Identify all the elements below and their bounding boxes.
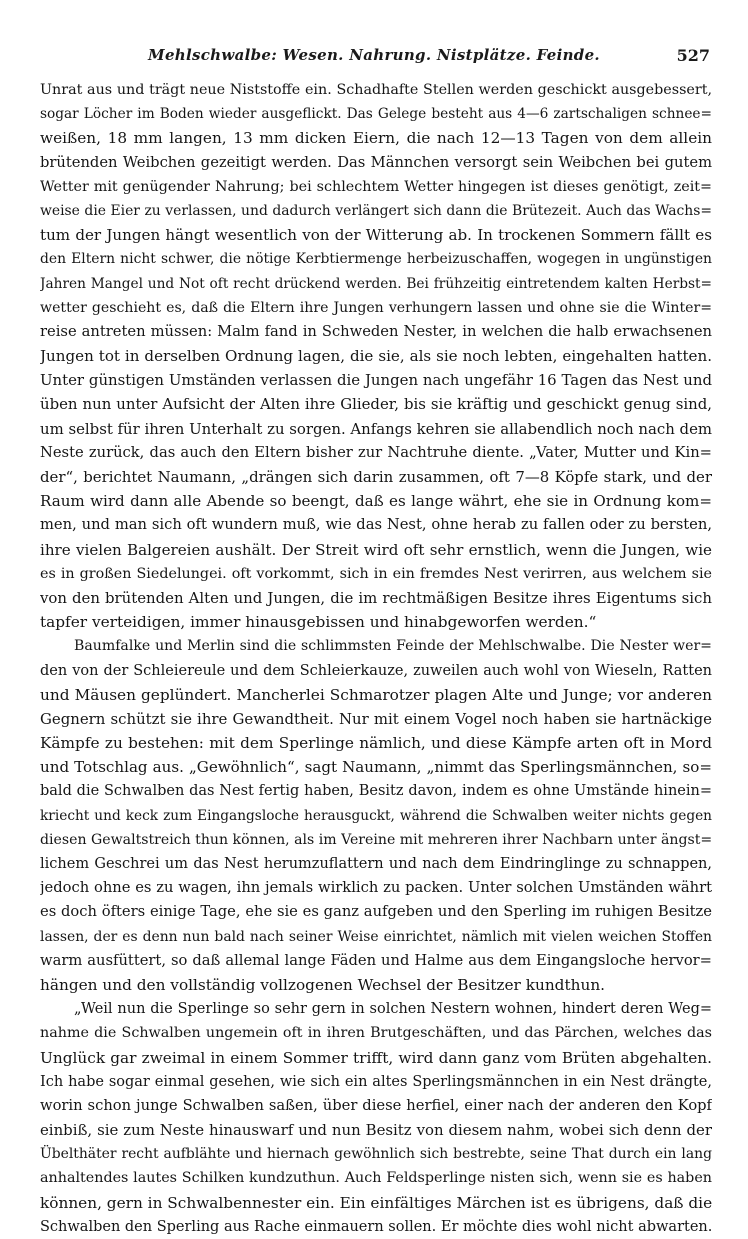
text-line: Kämpfe zu bestehen: mit dem Sperlinge nämlich, und diese Kämpfe arten oft in Mord	[40, 734, 712, 753]
text-line: anhaltendes lautes Schilken kundzuthun. Auch Feldsperlinge nisten sich, wenn sie es haben	[40, 1170, 712, 1187]
text-line: Ich habe sogar einmal gesehen, wie sich ein altes Sperlingsmännchen in ein Nest drängte,	[40, 1073, 712, 1090]
text-line: von den brütenden Alten und Jungen, die im rechtmäßigen Besitze ihres Eigentums sich	[40, 588, 712, 607]
text-line: Unglück gar zweimal in einem Sommer trifft, wird dann ganz vom Brüten abgehalten.	[40, 1048, 712, 1067]
text-line: Schwalben den Sperling aus Rache einmauern sollen. Er möchte dies wohl nicht abwarten.	[40, 1218, 712, 1235]
paragraph-1	[40, 78, 712, 634]
text-line: weißen, 18 mm langen, 13 mm dicken Eiern, die nach 12—13 Tagen von dem allein	[40, 129, 712, 148]
text-line: lassen, der es denn nun bald nach seiner Weise einrichtet, nämlich mit vielen weichen Stoffen	[40, 928, 712, 945]
text-line: men, und man sich oft wundern muß, wie das Nest, ohne herab zu fallen oder zu bersten,	[40, 516, 712, 534]
body-text	[40, 78, 712, 1239]
text-line: diesen Gewaltstreich thun können, als im Vereine mit mehreren ihrer Nachbarn unter ängst=	[40, 831, 712, 848]
text-line: Übelthäter recht aufblähte und hiernach gewöhnlich sich bestrebte, seine That durch ein lang	[40, 1146, 712, 1163]
text-line: Jahren Mangel und Not oft recht drückend werden. Bei frühzeitig eintretendem kalten Herbst=	[40, 275, 712, 292]
text-line: und Totschlag aus. „Gewöhnlich“, sagt Naumann, „nimmt das Sperlingsmännchen, so=	[40, 758, 712, 777]
text-line: Baumfalke und Merlin sind die schlimmsten Feinde der Mehlschwalbe. Die Nester wer=	[74, 638, 712, 655]
text-line: „Weil nun die Sperlinge so sehr gern in solchen Nestern wohnen, hindert deren Weg=	[74, 1001, 712, 1018]
text-line: den Eltern nicht schwer, die nötige Kerbtiermenge herbeizuschaffen, wogegen in ungünstigen	[40, 251, 712, 268]
text-line: es in großen Siedelungei. oft vorkommt, sich in ein fremdes Nest verirren, aus welchem sie	[40, 565, 712, 582]
text-line: Gegnern schützt sie ihre Gewandtheit. Nur mit einem Vogel noch haben sie hartnäckige	[40, 709, 712, 728]
text-line: Unrat aus und trägt neue Niststoffe ein. Schadhafte Stellen werden geschickt ausgebessert,	[40, 82, 712, 98]
paragraph-2	[40, 634, 712, 997]
text-line: tum der Jungen hängt wesentlich von der Witterung ab. In trockenen Sommern fällt es	[40, 226, 712, 245]
text-line: und Mäusen geplündert. Mancherlei Schmarotzer plagen Alte und Junge; vor anderen	[40, 685, 712, 704]
text-line: Jungen tot in derselben Ordnung lagen, die sie, als sie noch lebten, eingehalten hatten.	[40, 347, 712, 366]
text-line: den von der Schleiereule und dem Schleierkauze, zuweilen auch wohl von Wieseln, Ratten	[40, 662, 712, 679]
text-line: brütenden Weibchen gezeitigt werden. Das Männchen versorgt sein Weibchen bei gutem	[40, 153, 712, 171]
text-line: um selbst für ihren Unterhalt zu sorgen. Anfangs kehren sie allabendlich noch nach dem	[40, 419, 712, 438]
text-line: Unter günstigen Umständen verlassen die Jungen nach ungefähr 16 Tagen das Nest und	[40, 371, 712, 390]
text-line: reise antreten müssen: Malm fand in Schweden Nester, in welchen die halb erwachsenen	[40, 322, 712, 340]
text-line: Wetter mit genügender Nahrung; bei schlechtem Wetter hingegen ist dieses genötigt, zeit=	[40, 178, 712, 195]
text-line: es doch öfters einige Tage, ehe sie es ganz aufgeben und den Sperling im ruhigen Besitze	[40, 903, 712, 921]
text-line: kriecht und keck zum Eingangsloche herausguckt, während die Schwalben weiter nichts gegen	[40, 807, 712, 824]
text-line: Raum wird dann alle Abende so beengt, daß es lange währt, ehe sie in Ordnung kom=	[40, 492, 712, 511]
paragraph-3	[40, 997, 712, 1239]
text-line: tapfer verteidigen, immer hinausgebissen und hinabgeworfen werden.“	[40, 613, 597, 632]
text-line: wetter geschieht es, daß die Eltern ihre Jungen verhungern lassen und ohne sie die Winter=	[40, 299, 712, 316]
text-line: Neste zurück, das auch den Eltern bisher zur Nachtruhe diente. „Vater, Mutter und Kin=	[40, 443, 712, 461]
text-line: sogar Löcher im Boden wieder ausgeflickt. Das Gelege besteht aus 4—6 zartschaligen schnee=	[40, 106, 712, 123]
text-line: weise die Eier zu verlassen, und dadurch verlängert sich dann die Brütezeit. Auch das Wachs=	[40, 202, 712, 219]
text-line: worin schon junge Schwalben saßen, über diese herfiel, einer nach der anderen den Kopf	[40, 1096, 712, 1114]
text-line: bald die Schwalben das Nest fertig haben, Besitz davon, indem es ohne Umstände hinein=	[40, 783, 712, 800]
text-line: ihre vielen Balgereien aushält. Der Streit wird oft sehr ernstlich, wenn die Jungen, wie	[40, 540, 712, 559]
text-line: üben nun unter Aufsicht der Alten ihre Glieder, bis sie kräftig und geschickt genug sind,	[40, 395, 712, 414]
text-line: warm ausfüttert, so daß allemal lange Fäden und Halme aus dem Eingangsloche hervor=	[40, 951, 712, 969]
running-title: Mehlschwalbe: Wesen. Nahrung. Nistplätze. Feinde.	[148, 46, 600, 64]
text-line: können, gern in Schwalbennester ein. Ein einfältiges Märchen ist es übrigens, daß die	[40, 1193, 712, 1212]
page-number: 527	[676, 46, 710, 65]
text-line: der“, berichtet Naumann, „drängen sich darin zusammen, oft 7—8 Köpfe stark, und der	[40, 468, 712, 486]
running-head	[0, 46, 748, 68]
text-line: hängen und den vollständig vollzogenen Wechsel der Besitzer kundthun.	[40, 975, 606, 994]
text-line: nahme die Schwalben ungemein oft in ihren Brutgeschäften, und das Pärchen, welches das	[40, 1025, 712, 1042]
text-line: einbiß, sie zum Neste hinauswarf und nun Besitz von diesem nahm, wobei sich denn der	[40, 1121, 712, 1140]
text-line: jedoch ohne es zu wagen, ihn jemals wirklich zu packen. Unter solchen Umständen währt	[40, 879, 712, 897]
text-line: lichem Geschrei um das Nest herumzuflattern und nach dem Eindringlinge zu schnappen,	[40, 856, 712, 872]
